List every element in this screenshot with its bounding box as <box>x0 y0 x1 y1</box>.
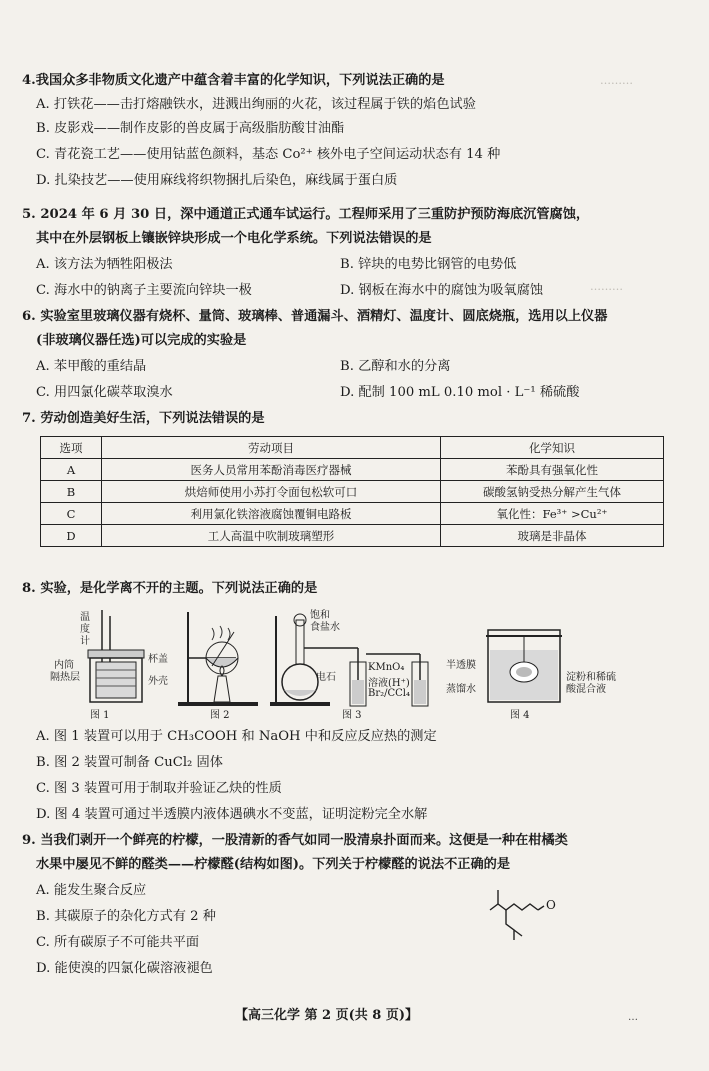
fig1-label: 外壳 <box>148 676 168 687</box>
table-row <box>41 503 664 525</box>
fig4-label: 蒸馏水 <box>446 684 476 695</box>
q4-option-b: B. 皮影戏——制作皮影的兽皮属于高级脂肪酸甘油酯 <box>36 121 345 136</box>
q8-option-b: B. 图 2 装置可制备 CuCl₂ 固体 <box>36 755 223 770</box>
q9-option-a: A. 能发生聚合反应 <box>36 883 147 898</box>
table-cell: 苯酚具有强氧化性 <box>441 459 664 481</box>
fig1-label: 内筒 <box>54 660 74 671</box>
figure-3-acetylene-apparatus <box>270 606 440 724</box>
q8-option-c: C. 图 3 装置可用于制取并验证乙炔的性质 <box>36 781 282 796</box>
q6-option-a: A. 苯甲酸的重结晶 <box>36 359 147 374</box>
q9-stem-line2: 水果中屡见不鲜的醛类——柠檬醛(结构如图)。下列关于柠檬醛的说法不正确的是 <box>36 857 511 872</box>
q7-table <box>40 436 664 547</box>
q8-option-a: A. 图 1 装置可以用于 CH₃COOH 和 NaOH 中和反应反应热的测定 <box>36 729 437 744</box>
table-cell: D <box>41 525 102 547</box>
table-cell: 工人高温中吹制玻璃塑形 <box>102 525 441 547</box>
table-cell: B <box>41 481 102 503</box>
fig3-label: 电石 <box>316 672 336 683</box>
q5-stem-line2: 其中在外层钢板上镶嵌锌块形成一个电化学系统。下列说法错误的是 <box>36 231 432 246</box>
table-row <box>41 525 664 547</box>
table-cell: C <box>41 503 102 525</box>
figure-caption: 图 2 <box>210 710 230 721</box>
q9-option-c: C. 所有碳原子不可能共平面 <box>36 935 200 950</box>
fig1-label: 隔热层 <box>50 672 80 683</box>
q5-stem-line1: 5. 2024 年 6 月 30 日，深中通道正式通车试运行。工程师采用了三重防护预防海底沉管腐蚀， <box>22 207 590 222</box>
table-row <box>41 481 664 503</box>
figure-2-evaporation <box>176 606 266 724</box>
bleed-through-text: ……… <box>590 280 623 293</box>
fig1-label: 杯盖 <box>148 654 168 665</box>
fig3-label: 溶液(H⁺) <box>368 678 410 689</box>
fig3-label: 食盐水 <box>310 622 340 633</box>
table-row <box>41 459 664 481</box>
figure-caption: 图 1 <box>90 710 110 721</box>
table-cell: 氧化性：Fe³⁺ >Cu²⁺ <box>441 503 664 525</box>
table-header-cell: 劳动项目 <box>102 437 441 459</box>
q9-option-d: D. 能使溴的四氯化碳溶液褪色 <box>36 961 213 976</box>
figure-4-dialysis <box>446 606 646 724</box>
q8-stem: 8. 实验，是化学离不开的主题。下列说法正确的是 <box>22 581 318 596</box>
figure-caption: 图 3 <box>342 710 362 721</box>
citral-oxygen-label: O <box>546 898 556 912</box>
table-cell: 利用氯化铁溶液腐蚀覆铜电路板 <box>102 503 441 525</box>
table-cell: 碳酸氢钠受热分解产生气体 <box>441 481 664 503</box>
fig1-label: 度 <box>80 624 90 635</box>
fig1-label: 计 <box>80 636 90 647</box>
table-header-row <box>41 437 664 459</box>
q6-option-d: D. 配制 100 mL 0.10 mol · L⁻¹ 稀硫酸 <box>340 385 580 400</box>
table-cell: 烘焙师使用小苏打令面包松软可口 <box>102 481 441 503</box>
table-header-cell: 选项 <box>41 437 102 459</box>
figure-1-calorimeter <box>30 606 170 724</box>
q6-stem-line1: 6. 实验室里玻璃仪器有烧杯、量筒、玻璃棒、普通漏斗、酒精灯、温度计、圆底烧瓶，选用以上仪器 <box>22 309 608 324</box>
q4-option-d: D. 扎染技艺——使用麻线将织物捆扎后染色，麻线属于蛋白质 <box>36 173 398 188</box>
q4-stem: 4.我国众多非物质文化遗产中蕴含着丰富的化学知识，下列说法正确的是 <box>22 73 445 88</box>
q5-option-d: D. 钢板在海水中的腐蚀为吸氧腐蚀 <box>340 283 544 298</box>
figure-caption: 图 4 <box>510 710 530 721</box>
q7-stem: 7. 劳动创造美好生活，下列说法错误的是 <box>22 411 265 426</box>
q6-option-c: C. 用四氯化碳萃取溴水 <box>36 385 173 400</box>
table-cell: 玻璃是非晶体 <box>441 525 664 547</box>
table-cell: A <box>41 459 102 481</box>
fig4-label: 酸混合液 <box>566 684 606 695</box>
table-cell: 医务人员常用苯酚消毒医疗器械 <box>102 459 441 481</box>
corner-mark: … <box>628 1012 638 1023</box>
fig3-label: Br₂/CCl₄ <box>368 688 411 699</box>
q5-option-b: B. 锌块的电势比钢管的电势低 <box>340 257 517 272</box>
q4-option-c: C. 青花瓷工艺——使用钴蓝色颜料，基态 Co²⁺ 核外电子空间运动状态有 14 种 <box>36 147 501 162</box>
dialysis-diagram <box>446 606 646 724</box>
q6-stem-line2: (非玻璃仪器任选)可以完成的实验是 <box>36 333 247 348</box>
q9-option-b: B. 其碳原子的杂化方式有 2 种 <box>36 909 216 924</box>
q5-option-c: C. 海水中的钠离子主要流向锌块一极 <box>36 283 252 298</box>
q9-stem-line1: 9. 当我们剥开一个鲜亮的柠檬，一股清新的香气如同一股清泉扑面而来。这便是一种在柑橘类 <box>22 833 568 848</box>
fig4-label: 淀粉和稀硫 <box>566 672 616 683</box>
q6-option-b: B. 乙醇和水的分离 <box>340 359 451 374</box>
page-footer: 【高三化学 第 2 页(共 8 页)】 <box>235 1008 419 1023</box>
table-header-cell: 化学知识 <box>441 437 664 459</box>
fig3-label: KMnO₄ <box>368 662 405 673</box>
fig1-label: 温 <box>80 612 90 623</box>
q8-option-d: D. 图 4 装置可通过半透膜内液体遇碘水不变蓝，证明淀粉完全水解 <box>36 807 428 822</box>
q4-option-a: A. 打铁花——击打熔融铁水，进溅出绚丽的火花，该过程属于铁的焰色试验 <box>36 97 476 112</box>
bleed-through-text: ……… <box>600 74 633 87</box>
fig4-label: 半透膜 <box>446 660 476 671</box>
fig3-label: 饱和 <box>310 610 330 621</box>
q5-option-a: A. 该方法为牺牲阳极法 <box>36 257 173 272</box>
